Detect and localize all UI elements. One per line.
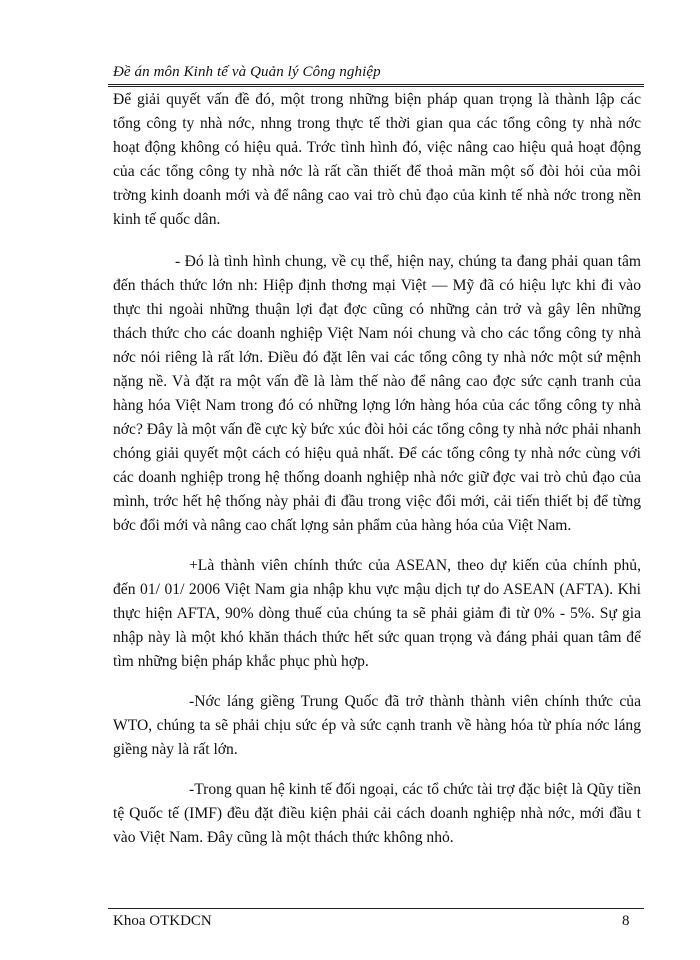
document-body (113, 88, 641, 850)
footer-divider (108, 908, 644, 909)
page-header-title: Đề án môn Kinh tế và Quản lý Công nghiệp (113, 64, 381, 80)
paragraph-asean: +Là thành viên chính thức của ASEAN, theo dự kiến của chính phủ, đến 01/ 01/ 2006 Việt Nam gia nhập khu vực mậu dịch tự do ASEAN (AFTA). Khi thực hiện AFTA, 90% dòng thuế của chúng ta sẽ phải giảm đi từ 0% - 5%. Sự gia nhập này là một khó khăn thách thức hết sức quan trọng và đáng phải quan tâm để tìm những biện pháp khắc phục phù hợp. (113, 557, 641, 670)
page-number: 8 (622, 913, 630, 929)
paragraph-imf: -Trong quan hệ kinh tế đối ngoại, các tổ chức tài trợ đặc biệt là Qũy tiền tệ Quốc tế (IMF) đều đặt điều kiện phải cải cách doanh nghiệp nhà nớc, mới đầu t vào Việt Nam. Đây cũng là một thách thức không nhỏ. (113, 781, 641, 846)
paragraph-china-wto: -Nớc láng giềng Trung Quốc đã trở thành thành viên chính thức của WTO, chúng ta sẽ phải chịu sức ép và sức cạnh tranh về hàng hóa từ phía nớc láng giềng này là rất lớn. (113, 693, 641, 758)
footer-department: Khoa OTKDCN (113, 913, 212, 929)
paragraph-challenges: - Đó là tình hình chung, về cụ thể, hiện nay, chúng ta đang phải quan tâm đến thách thức lớn nh: Hiệp định thơng mại Việt — Mỹ đã có hiệu lực khi đi vào thực thi ngoài những thuận lợi đạt đợc cũng có những cản trở và gây lên những thách thức cho các doanh nghiệp Việt Nam nói chung và cho các tổng công ty nhà nớc nói riêng là rất lớn. Điều đó đặt lên vai các tổng công ty nhà nớc một sứ mệnh nặng nề. Và đặt ra một vấn đề là làm thế nào để nâng cao đợc sức cạnh tranh của hàng hóa Việt Nam trong đó có những lợng lớn hàng hóa của các tổng công ty nhà nớc? Đây là một vấn đề cực kỳ bức xúc đòi hỏi các tổng công ty nhà nớc phải nhanh chóng giải quyết một cách có hiệu quả nhất. Để các tổng công ty nhà nớc cùng với các doanh nghiệp trong hệ thống doanh nghiệp nhà nớc giữ đợc vai trò chủ đạo của mình, trớc hết hệ thống này phải đi đầu trong việc đổi mới, cải tiến thiết bị để từng bớc đổi mới và nâng cao chất lợng sản phẩm của hàng hóa của Việt Nam. (113, 253, 641, 534)
paragraph-intro: Để giải quyết vấn đề đó, một trong những biện pháp quan trọng là thành lập các tổng công ty nhà nớc, nhng trong thực tế thời gian qua các tổng công ty nhà nớc hoạt động không có hiệu quả. Trớc tình hình đó, việc nâng cao hiệu quả hoạt động của các tổng công ty nhà nớc là rất cần thiết để thoả mãn một số đòi hỏi của môi trờng kinh doanh mới và để nâng cao vai trò chủ đạo của kinh tế nhà nớc trong nền kinh tế quốc dân. (113, 91, 641, 228)
header-divider (108, 84, 644, 87)
